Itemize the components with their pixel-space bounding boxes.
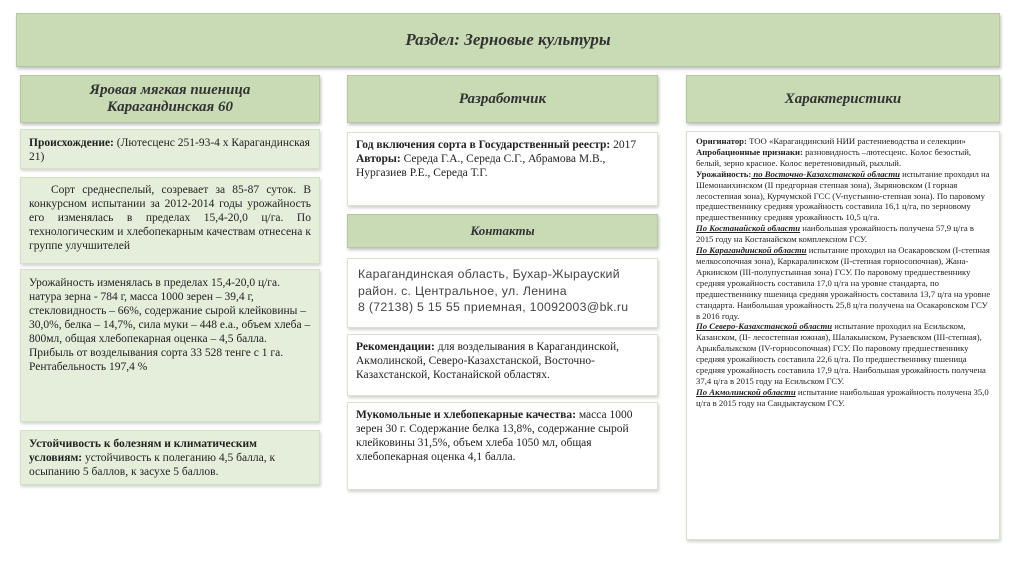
developer-header [347, 75, 658, 123]
milling-card [347, 402, 658, 490]
milling-text: масса 1000 зерен 30 г. Содержание белка 13,8%, содержание сырой клейковины 31,5%, объем хлеба 1050 мл, общая хлебопекарная оценка 4,1 балла. [356, 409, 633, 463]
originator-label: Оригинатор: [696, 136, 747, 146]
resistance-label: Устойчивость к болезням и климатическим условиям: [29, 438, 257, 464]
region4-text: испытание проходил на Есильском, Казанском, (II- лесостепная южная), Шалакынском, Рузаевском (III-степная), Арыкбалыкском (IV-горносопочная) ГСУ. По паровому предшественнику средняя урожайность составила 22,6 ц/га. По предшественнику пшеница средняя урожайность составила 17,9 ц/га. Наибольшая урожайность получена 37,4 ц/га в 2015 году на Есильском ГСУ. [696, 321, 986, 386]
contacts-line3: 8 (72138) 5 15 55 приемная, 10092003@bk.ru [358, 300, 629, 314]
region4-label: По Северо-Казахстанской области [696, 321, 833, 332]
region2-label: По Костанайской области [696, 223, 801, 234]
milling-label: Мукомольные и хлебопекарные качества: [356, 409, 576, 421]
variety-header [20, 75, 320, 123]
recommendations-label: Рекомендации: [356, 341, 435, 353]
region3-text: испытание проходил на Осакаровском (I-степная мелкосопочная зона), Каркаралинском (II-степная горносопочная), Жана-Аркинском (III-полупустынная зона) ГСУ. По паровому предшественнику средняя урожайность составила 17,0 ц/га на уровне стандарта, по предшественнику пшеница средняя урожайность составила 13,7 ц/га на уровне стандарта. Наибольшая урожайность 25,8 ц/га получена на Осакаровском ГСУ в 2016 году. [696, 245, 991, 321]
recommendations-text: для возделывания в Карагандинской, Акмолинской, Северо-Казахстанской, Восточно-Казахстанской, Костанайской областях. [356, 341, 619, 381]
region1-text: испытание проходил на Шемонаихинском (II предгорная степная зона), Зыряновском (I горная лесостепная зона), Курчумской ГСС (V-пустынно-степная зона). По паровому предшественнику средняя урожайность составила 16,1 ц/га, по зерновому предшественнику средняя урожайность 10,5 ц/га. [696, 168, 990, 223]
developer-title: Разработчик [458, 90, 547, 107]
quality-text: Урожайность изменялась в пределах 15,4-20,0 ц/га. натура зерна - 784 г, масса 1000 зерен – 39,4 г, стекловидность – 66%, содержание сырой клейковины – 30,0%, белка – 14,7%, сила муки – 448 е.а., объем хлеба – 800мл, общая хлебопекарная оценка – 4,5 балла. Прибыль от возделывания сорта 33 528 тенге с 1 га. Рентабельность 197,4 % [29, 277, 311, 373]
developer-card [347, 132, 658, 206]
origin-text: (Лютесценс 251-93-4 х Карагандинская 21) [29, 137, 310, 163]
variety-title-line2: Карагандинская 60 [106, 99, 233, 115]
approbation-label: Апробационные признаки: [696, 146, 803, 157]
region2-text: наибольшая урожайность получена 57,9 ц/га в 2015 году на Костанайском комплексном ГСУ. [696, 223, 975, 245]
originator-text: ТОО «Карагандинский НИИ растениеводства и селекции» [746, 136, 966, 146]
recommendations-card [347, 334, 658, 396]
contacts-card [347, 258, 658, 328]
resistance-text: устойчивость к полеганию 4,5 балла, к осыпанию 5 баллов, к засухе 5 баллов. [29, 452, 276, 478]
contacts-header [347, 214, 658, 248]
description-card [20, 177, 320, 264]
year-label: Год включения сорта в Государственный реестр: [356, 139, 611, 151]
section-title: Раздел: Зерновые культуры [405, 30, 611, 49]
section-title-bar [16, 13, 1000, 67]
region5-text: испытание наибольшая урожайность получена 35,0 ц/га в 2015 году на Сандыктауском ГСУ. [696, 386, 989, 408]
quality-card [20, 269, 320, 422]
region3-label: По Карагандинской области [696, 245, 807, 256]
characteristics-card [686, 131, 1000, 540]
origin-card [20, 129, 320, 169]
variety-title-line1: Яровая мягкая пшеница [89, 82, 251, 98]
contacts-title: Контакты [470, 223, 535, 238]
contacts-line1: Карагандинская область, Бухар-Жырауский [358, 267, 620, 281]
description-text: Сорт среднеспелый, созревает за 85-87 суток. В конкурсном испытании за 2012-2014 годы урожайность его изменялась в пределах 15,4-20,0 ц/га. По технологическим и хлебопекарным качествам отнесена к группе улучшителей [29, 184, 311, 252]
contacts-line2: район. с. Центральное, ул. Ленина [358, 283, 567, 298]
origin-label: Происхождение: [29, 137, 114, 149]
authors-value: Середа Г.А., Середа С.Г., Абрамова М.В., Нургазиев Р.Е., Середа Т.Г. [356, 153, 606, 179]
characteristics-title: Характеристики [784, 90, 902, 107]
yield-label: Урожайность: [696, 168, 752, 179]
region5-label: По Акмолинской области [696, 386, 796, 397]
year-value: 2017 [610, 139, 637, 151]
region1-label: по Восточно-Казахстанской области [751, 168, 900, 179]
characteristics-header [686, 75, 1000, 123]
resistance-card [20, 430, 320, 485]
approbation-text: разновидность –лютесценс. Колос безостый, белый, зерно красное. Колос веретеновидный, рыхлый. [696, 146, 972, 168]
authors-label: Авторы: [356, 153, 401, 165]
